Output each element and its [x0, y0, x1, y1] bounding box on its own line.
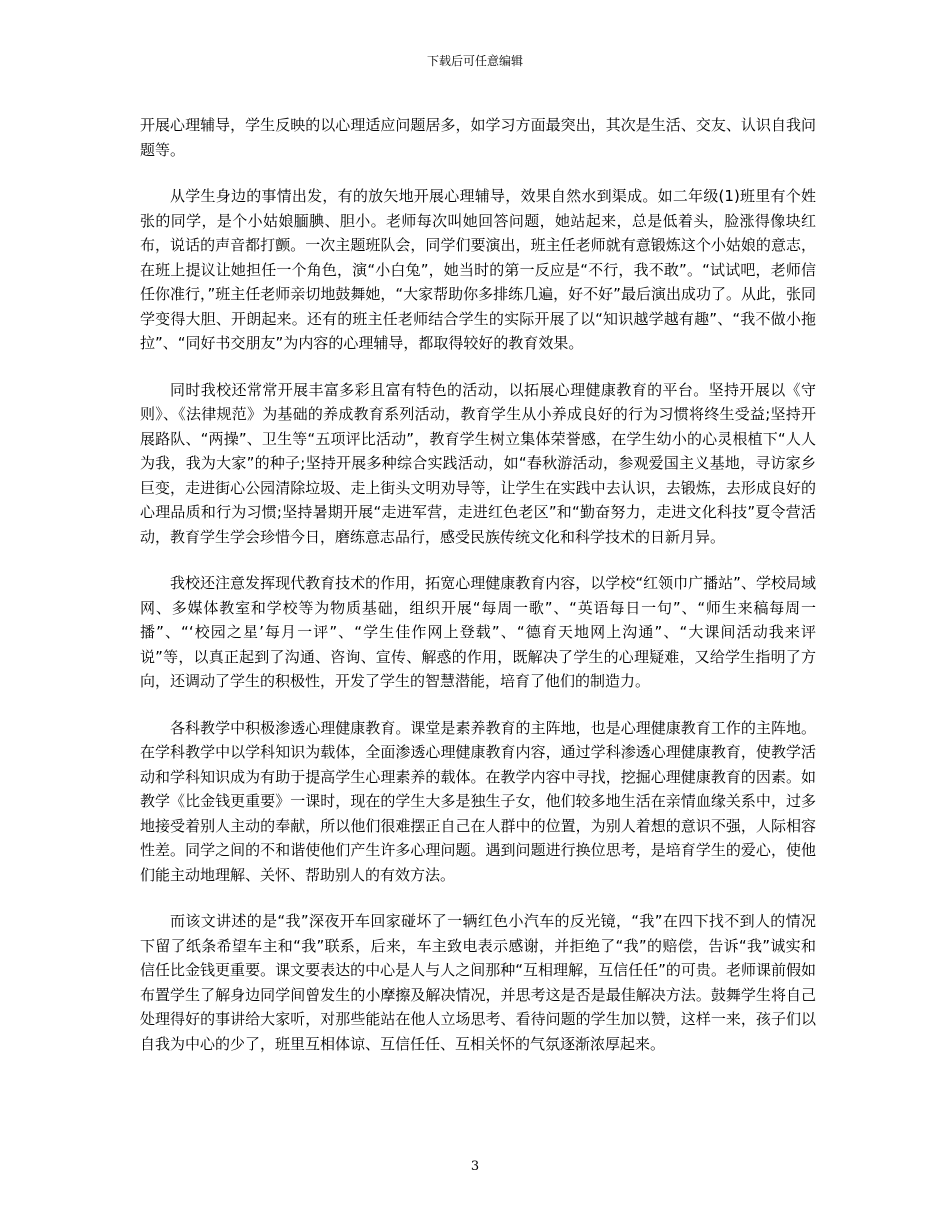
- paragraph: 我校还注意发挥现代教育技术的作用，拓宽心理健康教育内容，以学校“红领巾广播站”、学校局域网、多媒体教室和学校等为物质基础，组织开展“每周一歌”、“英语每日一句”、“师生来稿每周一播”、“‘校园之星’每月一评”、“学生佳作网上登载”、“德育天地网上沟通”、“大课间活动我来评说”等，以真正起到了沟通、咨询、宣传、解惑的作用，既解决了学生的心理疑难，又给学生指明了方向，还调动了学生的积极性，开发了学生的智慧潜能，培育了他们的制造力。: [140, 574, 816, 690]
- paragraph-continuation: 开展心理辅导，学生反映的以心理适应问题居多，如学习方面最突出，其次是生活、交友、认识自我问题等。: [140, 116, 816, 159]
- paragraph: 从学生身边的事情出发，有的放矢地开展心理辅导，效果自然水到渠成。如二年级(1)班里有个姓张的同学，是个小姑娘腼腆、胆小。老师每次叫她回答问题，她站起来，总是低着头，脸涨得像块红布，说话的声音都打颤。一次主题班队会，同学们要演出，班主任老师就有意锻炼这个小姑娘的意志，在班上提议让她担任一个角色，演“小白兔”，她当时的第一反应是“不行，我不敢”。“试试吧，老师信任你准行，”班主任老师亲切地鼓舞她，“大家帮助你多排练几遍，好不好”最后演出成功了。从此，张同学变得大胆、开朗起来。还有的班主任老师结合学生的实际开展了以“知识越学越有趣”、“我不做小拖拉”、“同好书交朋友”为内容的心理辅导，都取得较好的教育效果。: [140, 187, 816, 352]
- document-body: [140, 113, 816, 1078]
- page-header: 下载后可任意编辑: [426, 54, 523, 68]
- paragraph: 各科教学中积极渗透心理健康教育。课堂是素养教育的主阵地，也是心理健康教育工作的主阵地。在学科教学中以学科知识为载体，全面渗透心理健康教育内容，通过学科渗透心理健康教育，使教学活动和学科知识成为有助于提高学生心理素养的载体。在教学内容中寻找，挖掘心理健康教育的因素。如教学《比金钱更重要》一课时，现在的学生大多是独生子女，他们较多地生活在亲情血缘关系中，过多地接受着别人主动的奉献，所以他们很难摆正自己在人群中的位置，为别人着想的意识不强，人际相容性差。同学之间的不和谐使他们产生许多心理问题。遇到问题进行换位思考，是培育学生的爱心，使他们能主动地理解、关怀、帮助别人的有效方法。: [140, 718, 816, 884]
- paragraph: 而该文讲述的是“我”深夜开车回家碰坏了一辆红色小汽车的反光镜，“我”在四下找不到人的情况下留了纸条希望车主和“我”联系，后来，车主致电表示感谢，并拒绝了“我”的赔偿，告诉“我”诚实和信任比金钱更重要。课文要表达的中心是人与人之间那种“互相理解，互信任任”的可贵。老师课前假如布置学生了解身边同学间曾发生的小摩擦及解决情况，并思考这是否是最佳解决方法。鼓舞学生将自己处理得好的事讲给大家听，对那些能站在他人立场思考、看待问题的学生加以赞，这样一来，孩子们以自我为中心的少了，班里互相体谅、互信任任、互相关怀的气氛逐渐浓厚起来。: [140, 912, 816, 1053]
- page-number: 3: [470, 1159, 480, 1174]
- paragraph: 同时我校还常常开展丰富多彩且富有特色的活动，以拓展心理健康教育的平台。坚持开展以《守则》、《法律规范》为基础的养成教育系列活动，教育学生从小养成良好的行为习惯将终生受益;坚持开展路队、“两操”、卫生等“五项评比活动”，教育学生树立集体荣誉感，在学生幼小的心灵根植下“人人为我，我为大家”的种子;坚持开展多种综合实践活动，如“春秋游活动，参观爱国主义基地，寻访家乡巨变，走进街心公园清除垃圾、走上街头文明劝导等，让学生在实践中去认识，去锻炼，去形成良好的心理品质和行为习惯;坚持暑期开展“走进军营，走进红色老区”和“勤奋努力，走进文化科技”夏令营活动，教育学生学会珍惜今日，磨练意志品行，感受民族传统文化和科学技术的日新月异。: [140, 380, 816, 546]
